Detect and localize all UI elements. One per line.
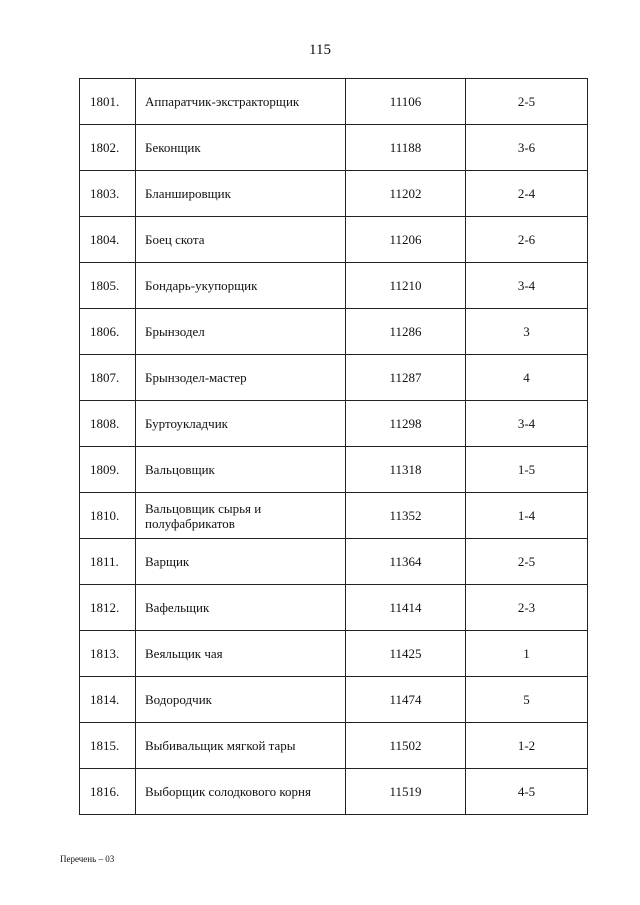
row-number: 1816. [80, 769, 136, 815]
row-number: 1801. [80, 79, 136, 125]
profession-code: 11352 [346, 493, 466, 539]
grade-range: 5 [466, 677, 588, 723]
table-row [80, 677, 588, 723]
profession-code: 11425 [346, 631, 466, 677]
profession-code: 11364 [346, 539, 466, 585]
row-number: 1809. [80, 447, 136, 493]
profession-code: 11474 [346, 677, 466, 723]
row-number: 1804. [80, 217, 136, 263]
grade-range: 1 [466, 631, 588, 677]
profession-code: 11202 [346, 171, 466, 217]
profession-name: Вальцовщик сырья и полуфабрикатов [136, 493, 346, 539]
grade-range: 4-5 [466, 769, 588, 815]
profession-name: Варщик [136, 539, 346, 585]
profession-code: 11210 [346, 263, 466, 309]
table-row [80, 585, 588, 631]
profession-name: Вальцовщик [136, 447, 346, 493]
profession-name: Бондарь-укупорщик [136, 263, 346, 309]
profession-code: 11414 [346, 585, 466, 631]
profession-name: Буртоукладчик [136, 401, 346, 447]
table-row [80, 447, 588, 493]
row-number: 1803. [80, 171, 136, 217]
profession-code: 11286 [346, 309, 466, 355]
grade-range: 2-5 [466, 79, 588, 125]
row-number: 1805. [80, 263, 136, 309]
grade-range: 3-4 [466, 401, 588, 447]
table-row [80, 539, 588, 585]
row-number: 1810. [80, 493, 136, 539]
page-footer: Перечень – 03 [60, 854, 115, 864]
profession-name: Выборщик солодкового корня [136, 769, 346, 815]
row-number: 1815. [80, 723, 136, 769]
table-row [80, 309, 588, 355]
grade-range: 3-4 [466, 263, 588, 309]
profession-name: Аппаратчик-экстракторщик [136, 79, 346, 125]
profession-table [79, 78, 588, 815]
grade-range: 2-3 [466, 585, 588, 631]
table-row [80, 355, 588, 401]
profession-code: 11298 [346, 401, 466, 447]
grade-range: 2-5 [466, 539, 588, 585]
table-row [80, 263, 588, 309]
profession-code: 11106 [346, 79, 466, 125]
profession-name: Веяльщик чая [136, 631, 346, 677]
row-number: 1812. [80, 585, 136, 631]
row-number: 1814. [80, 677, 136, 723]
table-row [80, 125, 588, 171]
table-row [80, 171, 588, 217]
row-number: 1802. [80, 125, 136, 171]
row-number: 1813. [80, 631, 136, 677]
row-number: 1811. [80, 539, 136, 585]
grade-range: 2-6 [466, 217, 588, 263]
profession-name: Брынзодел [136, 309, 346, 355]
profession-name: Водородчик [136, 677, 346, 723]
profession-name: Беконщик [136, 125, 346, 171]
table-row [80, 723, 588, 769]
table-row [80, 217, 588, 263]
grade-range: 1-2 [466, 723, 588, 769]
profession-code: 11287 [346, 355, 466, 401]
profession-code: 11206 [346, 217, 466, 263]
row-number: 1806. [80, 309, 136, 355]
grade-range: 4 [466, 355, 588, 401]
profession-name: Боец скота [136, 217, 346, 263]
grade-range: 1-5 [466, 447, 588, 493]
table-row [80, 493, 588, 539]
profession-table-body [80, 79, 588, 815]
table-row [80, 631, 588, 677]
profession-code: 11188 [346, 125, 466, 171]
row-number: 1808. [80, 401, 136, 447]
grade-range: 3 [466, 309, 588, 355]
profession-name: Брынзодел-мастер [136, 355, 346, 401]
table-row [80, 401, 588, 447]
profession-name: Выбивальщик мягкой тары [136, 723, 346, 769]
profession-code: 11519 [346, 769, 466, 815]
page-number: 115 [309, 42, 331, 58]
profession-code: 11318 [346, 447, 466, 493]
profession-code: 11502 [346, 723, 466, 769]
grade-range: 1-4 [466, 493, 588, 539]
table-row [80, 79, 588, 125]
row-number: 1807. [80, 355, 136, 401]
profession-name: Вафельщик [136, 585, 346, 631]
grade-range: 2-4 [466, 171, 588, 217]
grade-range: 3-6 [466, 125, 588, 171]
table-row [80, 769, 588, 815]
profession-name: Бланшировщик [136, 171, 346, 217]
